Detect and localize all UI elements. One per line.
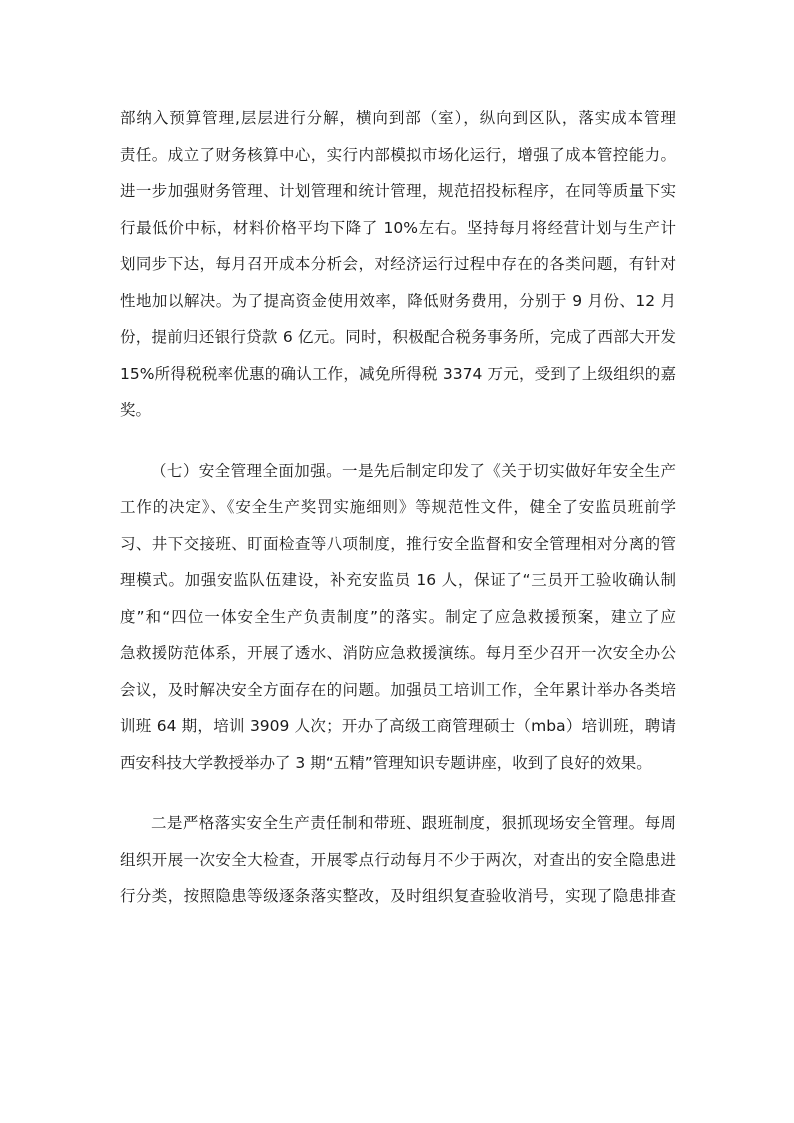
text-line: 进一步加强财务管理、计划管理和统计管理，规范招投标程序，在同等质量下实 <box>120 182 676 200</box>
text-line: 15%所得税税率优惠的确认工作，减免所得税 3374 万元，受到了上级组织的嘉 <box>120 364 676 383</box>
text-line: 习、井下交接班、盯面检查等八项制度，推行安全监督和安全管理相对分离的管 <box>120 534 676 553</box>
paragraph-gap <box>120 429 676 453</box>
text-line: 训班 64 期，培训 3909 人次；开办了高级工商管理硕士（mba）培训班，聘请 <box>120 717 676 735</box>
text-line: 行分类，按照隐患等级逐条落实整改，及时组织复查验收消号，实现了隐患排查 <box>120 887 676 905</box>
text-line: （七）安全管理全面加强。一是先后制定印发了《关于切实做好年安全生产 <box>151 461 676 480</box>
text-line: 划同步下达，每月召开成本分析会，对经济运行过程中存在的各类问题，有针对 <box>120 255 676 273</box>
text-line: 责任。成立了财务核算中心，实行内部模拟市场化运行，增强了成本管控能力。 <box>120 145 676 164</box>
document-body <box>120 100 676 915</box>
text-line: 工作的决定》、《安全生产奖罚实施细则》等规范性文件，健全了安监员班前学 <box>120 498 676 516</box>
text-line: 部纳入预算管理,层层进行分解，横向到部（室），纵向到区队，落实成本管理 <box>120 109 676 127</box>
text-line: 理模式。加强安监队伍建设，补充安监员 16 人，保证了“三员开工验收确认制 <box>120 571 676 589</box>
text-line: 份，提前归还银行贷款 6 亿元。同时，积极配合税务事务所，完成了西部大开发 <box>120 328 676 346</box>
paragraph-finance <box>120 100 676 429</box>
text-line: 会议，及时解决安全方面存在的问题。加强员工培训工作，全年累计举办各类培 <box>120 680 676 699</box>
text-line: 性地加以解决。为了提高资金使用效率，降低财务费用，分别于 9 月份、12 月 <box>120 291 676 310</box>
text-line: 组织开展一次安全大检查，开展零点行动每月不少于两次，对查出的安全隐患进 <box>120 850 676 869</box>
text-line: 行最低价中标，材料价格平均下降了 10%左右。坚持每月将经营计划与生产计 <box>120 218 676 237</box>
text-line: 二是严格落实安全生产责任制和带班、跟班制度，狠抓现场安全管理。每周 <box>151 814 676 832</box>
text-line: 急救援防范体系，开展了透水、消防应急救援演练。每月至少召开一次安全办公 <box>120 644 676 662</box>
text-line: 西安科技大学教授举办了 3 期“五精”管理知识专题讲座，收到了良好的效果。 <box>120 753 652 772</box>
text-line: 奖。 <box>120 401 152 419</box>
text-line: 度”和“四位一体安全生产负责制度”的落实。制定了应急救援预案，建立了应 <box>120 607 676 626</box>
paragraph-safety-responsibility <box>120 805 676 915</box>
paragraph-safety-management <box>120 453 676 782</box>
paragraph-gap <box>120 781 676 805</box>
